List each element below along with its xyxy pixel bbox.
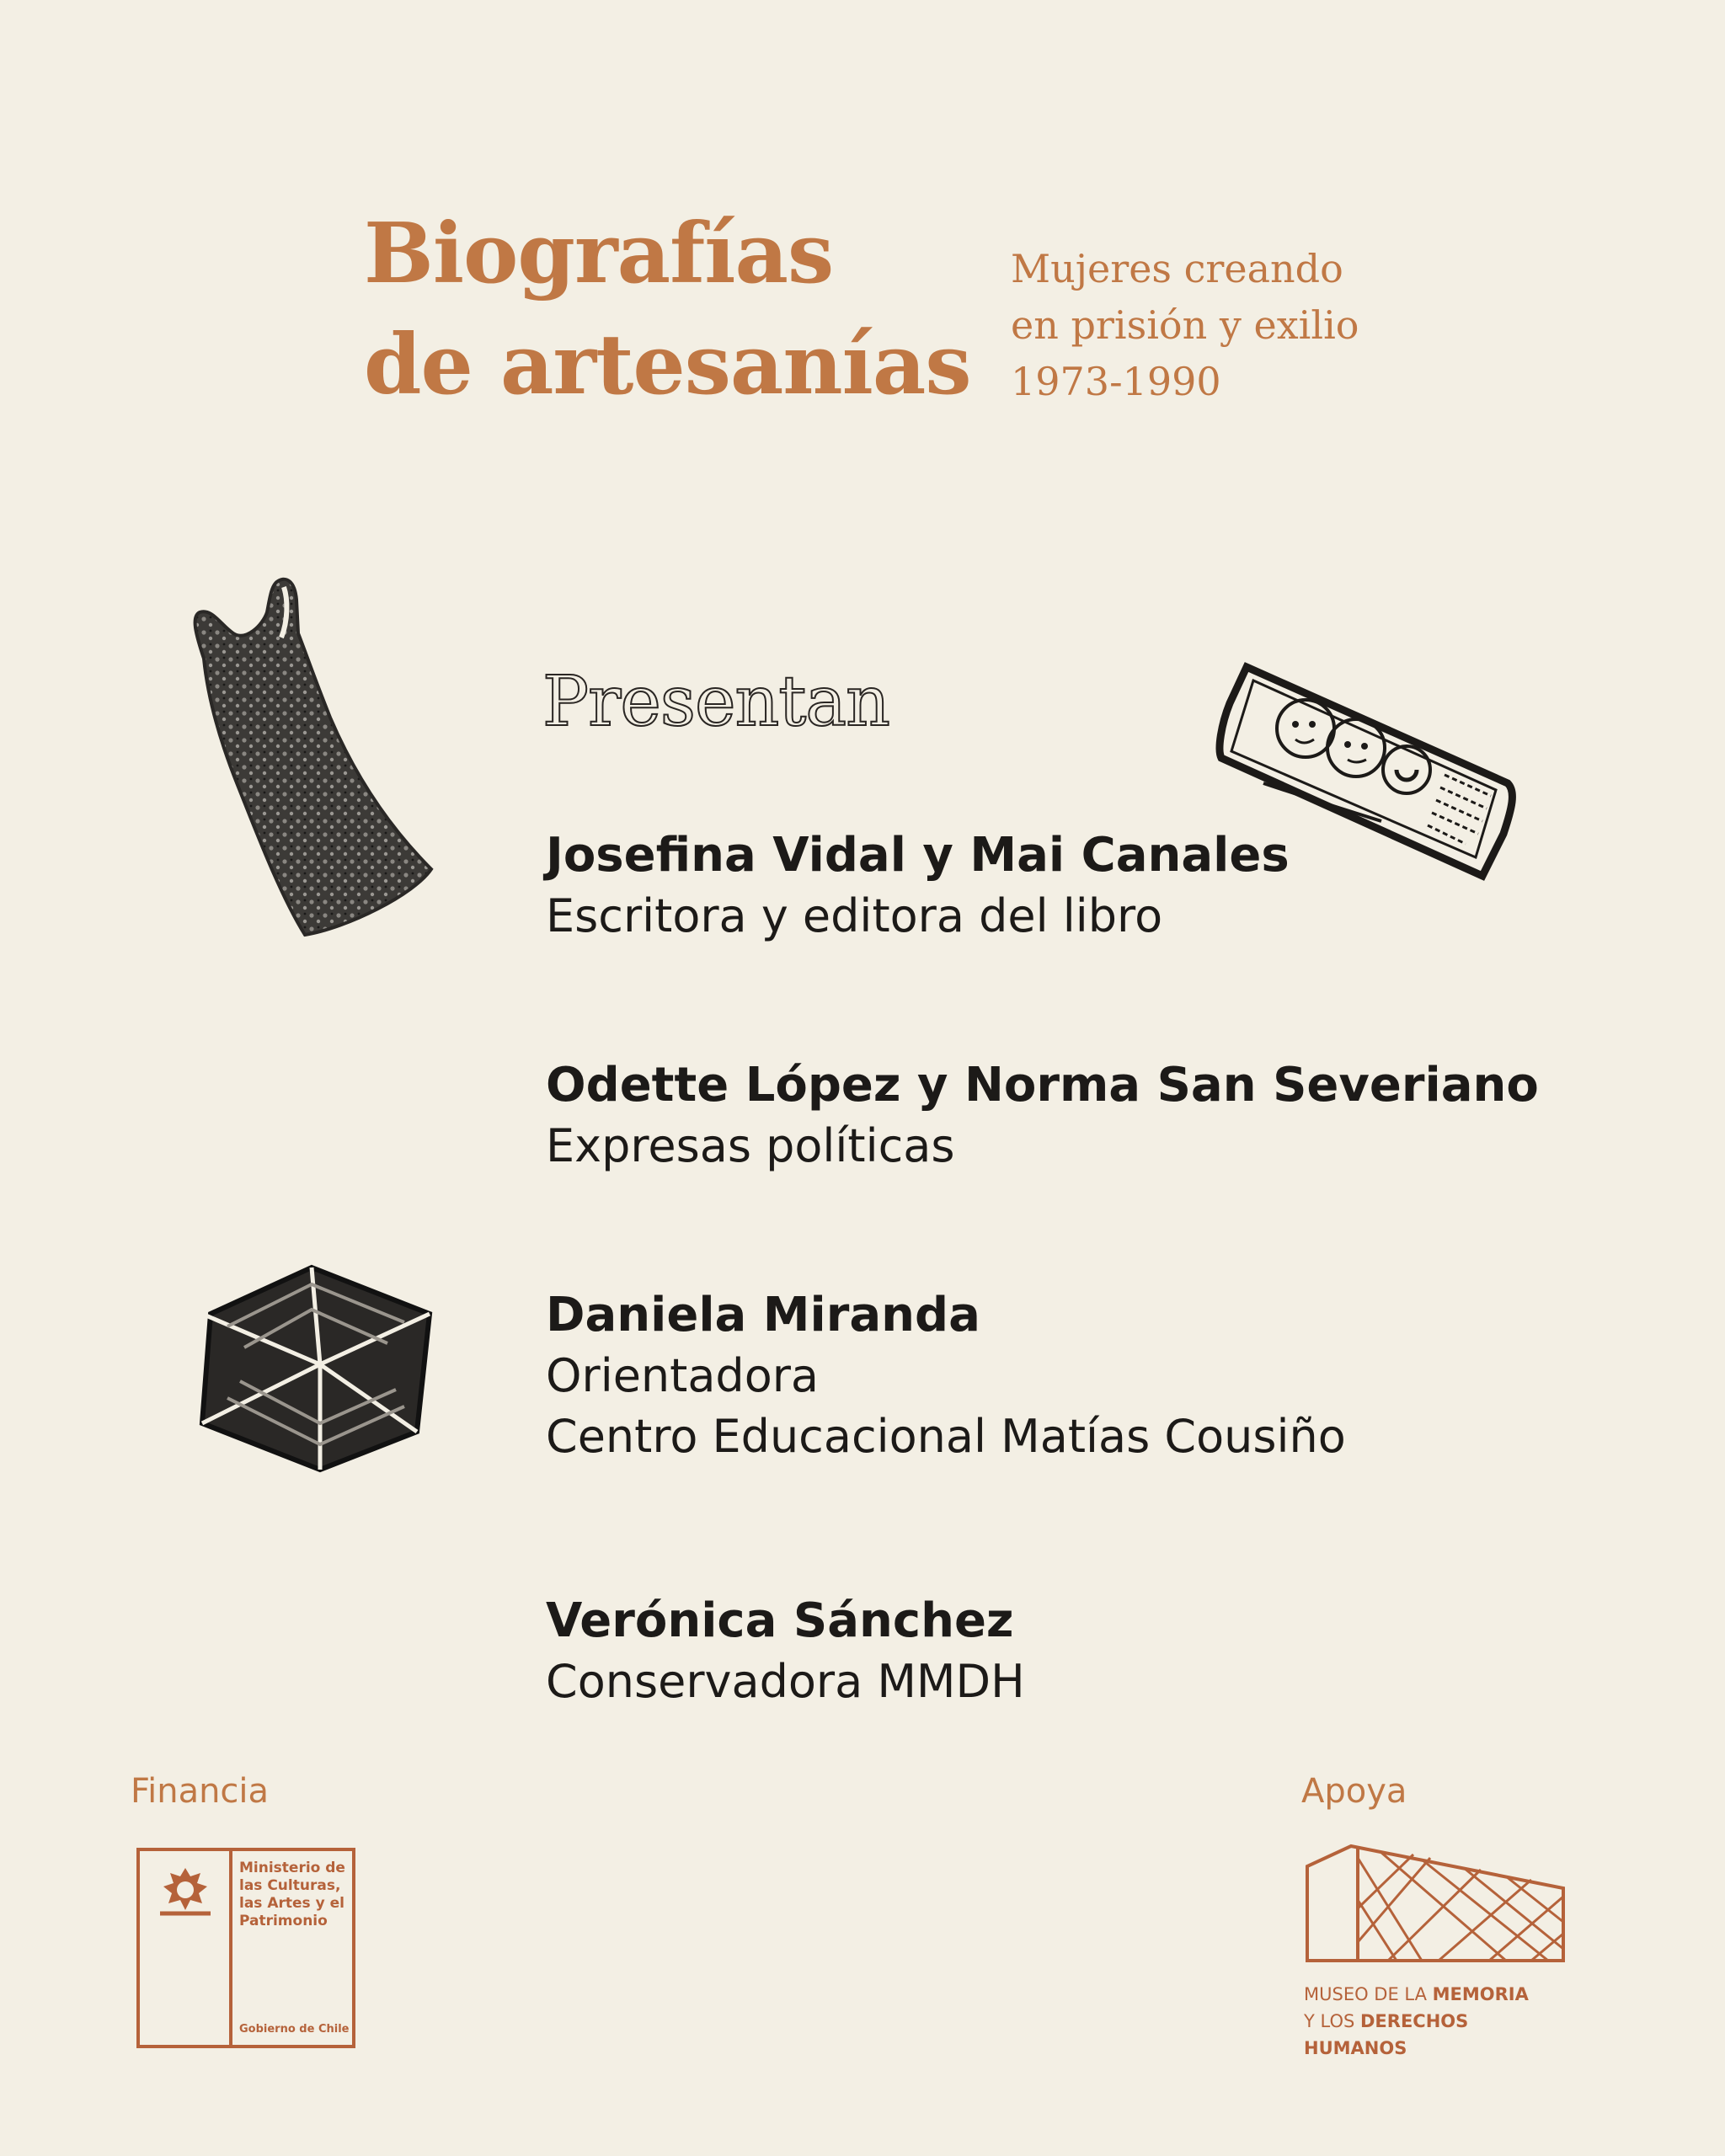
title-line-1: Biografías: [364, 205, 834, 302]
title-line-2: de artesanías: [364, 317, 971, 414]
speaker-name: Josefina Vidal y Mai Canales: [546, 828, 1290, 883]
woven-box-illustration: [194, 1263, 438, 1474]
dress-illustration: [187, 574, 440, 942]
speaker-block: [546, 825, 1290, 947]
gobierno-de-chile-label: Gobierno de Chile: [239, 2023, 350, 2036]
financia-label: Financia: [131, 1772, 270, 1811]
ministerio-line: Ministerio de: [239, 1860, 345, 1876]
museo-line-plain: Y LOS: [1304, 2011, 1360, 2031]
speaker-block: [546, 1055, 1539, 1177]
event-subtitle: [1011, 241, 1359, 410]
ministerio-logo: [136, 1848, 355, 2048]
museo-building-logo-icon: [1304, 1841, 1567, 1964]
apoya-label: Apoya: [1301, 1772, 1407, 1811]
museo-line-plain: MUSEO DE LA: [1304, 1984, 1433, 2004]
speaker-role: Orientadora: [546, 1349, 820, 1402]
speaker-role: Conservadora MMDH: [546, 1655, 1025, 1708]
speaker-role: Centro Educacional Matías Cousiño: [546, 1410, 1346, 1463]
museo-line-bold: HUMANOS: [1304, 2038, 1407, 2058]
speaker-role: Expresas políticas: [546, 1119, 955, 1172]
subtitle-line-1: Mujeres creando: [1011, 246, 1343, 291]
speaker-block: [546, 1591, 1025, 1712]
event-title: [364, 199, 971, 421]
logo-divider: [229, 1851, 232, 2045]
speaker-block: [546, 1285, 1346, 1467]
ministerio-line: Patrimonio: [239, 1913, 328, 1929]
coat-of-arms-icon: [152, 1865, 219, 1920]
presentan-heading: Presentan: [542, 662, 889, 742]
museo-wordmark: [1304, 1981, 1529, 2062]
speaker-name: Odette López y Norma San Severiano: [546, 1058, 1539, 1113]
speaker-role: Escritora y editora del libro: [546, 889, 1163, 942]
speaker-name: Daniela Miranda: [546, 1288, 980, 1342]
speaker-name: Verónica Sánchez: [546, 1593, 1014, 1648]
museo-line-bold: MEMORIA: [1432, 1984, 1529, 2004]
subtitle-line-3: 1973-1990: [1011, 359, 1221, 404]
ministerio-line: las Culturas,: [239, 1877, 341, 1894]
subtitle-line-2: en prisión y exilio: [1011, 302, 1359, 348]
museo-line-bold: DERECHOS: [1360, 2011, 1469, 2031]
ministerio-line: las Artes y el: [239, 1895, 344, 1912]
